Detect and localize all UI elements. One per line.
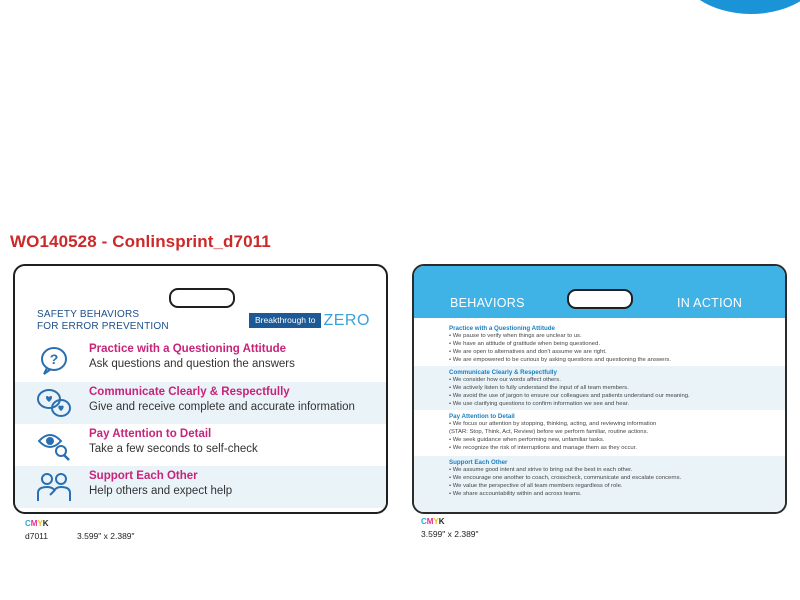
badge-slot [169, 288, 235, 308]
cmyk-y: Y [37, 519, 43, 528]
behavior-title: Practice with a Questioning Attitude [89, 343, 287, 355]
section-line: • We focus our attention by stopping, thinking, acting, and reviewing information [449, 421, 657, 427]
behavior-desc: Ask questions and question the answers [89, 358, 295, 370]
section-title: Practice with a Questioning Attitude [449, 325, 555, 332]
badge-slot [567, 289, 633, 309]
section-line: • We recognize the risk of interruptions and manage them as they occur. [449, 445, 637, 451]
cmyk-k: K [42, 519, 49, 528]
section-line: • We are empowered to be curious by asking questions and questioning the answers. [449, 357, 672, 363]
people-support-icon [35, 469, 73, 505]
brand-tag: Breakthrough to [249, 313, 321, 328]
section-line: • We have an attitude of gratitude when being questioned. [449, 341, 600, 347]
behavior-row-2 [15, 382, 386, 424]
cmyk-y: Y [433, 517, 439, 526]
section-line: • We are open to alternatives and don't assume we are right. [449, 349, 607, 355]
brand-zero: ZERO [323, 311, 370, 329]
section-line: (STAR: Stop, Think, Act, Review) before we perform familiar, routine actions. [449, 429, 649, 435]
section-title: Communicate Clearly & Respectfully [449, 369, 557, 376]
section-line: • We pause to verify when things are unclear to us. [449, 333, 582, 339]
eye-magnifier-icon [35, 427, 73, 463]
decorative-blue-circle [676, 0, 800, 14]
section-line: • We value the perspective of all team members regardless of role. [449, 483, 623, 489]
section-line: • We use clarifying questions to confirm information we see and hear. [449, 401, 630, 407]
behavior-title: Support Each Other [89, 470, 198, 482]
cmyk-k: K [438, 517, 445, 526]
section-title: Support Each Other [449, 459, 508, 466]
section-line: • We avoid the use of jargon to ensure our colleagues and patients understand our meaning. [449, 393, 690, 399]
cmyk-marker-front [25, 519, 49, 528]
section-line: • We encourage one another to coach, crosscheck, communicate and escalate concerns. [449, 475, 682, 481]
behavior-title: Communicate Clearly & Respectfully [89, 386, 290, 398]
section-line: • We consider how our words affect others. [449, 377, 561, 383]
front-heading-line1: SAFETY BEHAVIORS [37, 309, 140, 320]
order-title: WO140528 - Conlinsprint_d7011 [10, 232, 271, 251]
behavior-desc: Take a few seconds to self-check [89, 443, 258, 455]
cmyk-marker-back [421, 517, 445, 526]
back-size: 3.599" x 2.389" [421, 529, 479, 539]
behavior-row-3 [15, 424, 386, 466]
front-code: d7011 [25, 531, 49, 541]
back-section-2 [414, 366, 785, 410]
cmyk-c: C [25, 519, 31, 528]
breakthrough-logo [249, 313, 370, 328]
section-line: • We assume good intent and strive to bring out the best in each other. [449, 467, 633, 473]
front-heading [37, 309, 169, 333]
front-heading-line2: FOR ERROR PREVENTION [37, 321, 169, 332]
conversation-hearts-icon [35, 385, 73, 421]
cmyk-m: M [426, 517, 434, 526]
back-section-4 [414, 456, 785, 512]
back-section-1 [414, 322, 785, 366]
behavior-desc: Give and receive complete and accurate information [89, 401, 355, 413]
cmyk-c: C [421, 517, 427, 526]
section-line: • We seek guidance when performing new, unfamiliar tasks. [449, 437, 605, 443]
question-bubble-icon [35, 342, 73, 378]
front-size: 3.599" x 2.389" [77, 531, 135, 541]
svg-text:?: ? [49, 351, 59, 367]
behavior-row-4 [15, 466, 386, 508]
behavior-desc: Help others and expect help [89, 485, 233, 497]
back-header-left: BEHAVIORS [450, 296, 525, 310]
behavior-row-1 [15, 339, 386, 381]
back-section-3 [414, 410, 785, 456]
section-title: Pay Attention to Detail [449, 413, 515, 420]
back-card [412, 264, 787, 514]
section-line: • We share accountability within and across teams. [449, 491, 582, 497]
cmyk-m: M [30, 519, 38, 528]
front-card [13, 264, 388, 514]
behavior-title: Pay Attention to Detail [89, 428, 212, 440]
back-header-right: IN ACTION [677, 296, 743, 310]
section-line: • We actively listen to fully understand the input of all team members. [449, 385, 629, 391]
